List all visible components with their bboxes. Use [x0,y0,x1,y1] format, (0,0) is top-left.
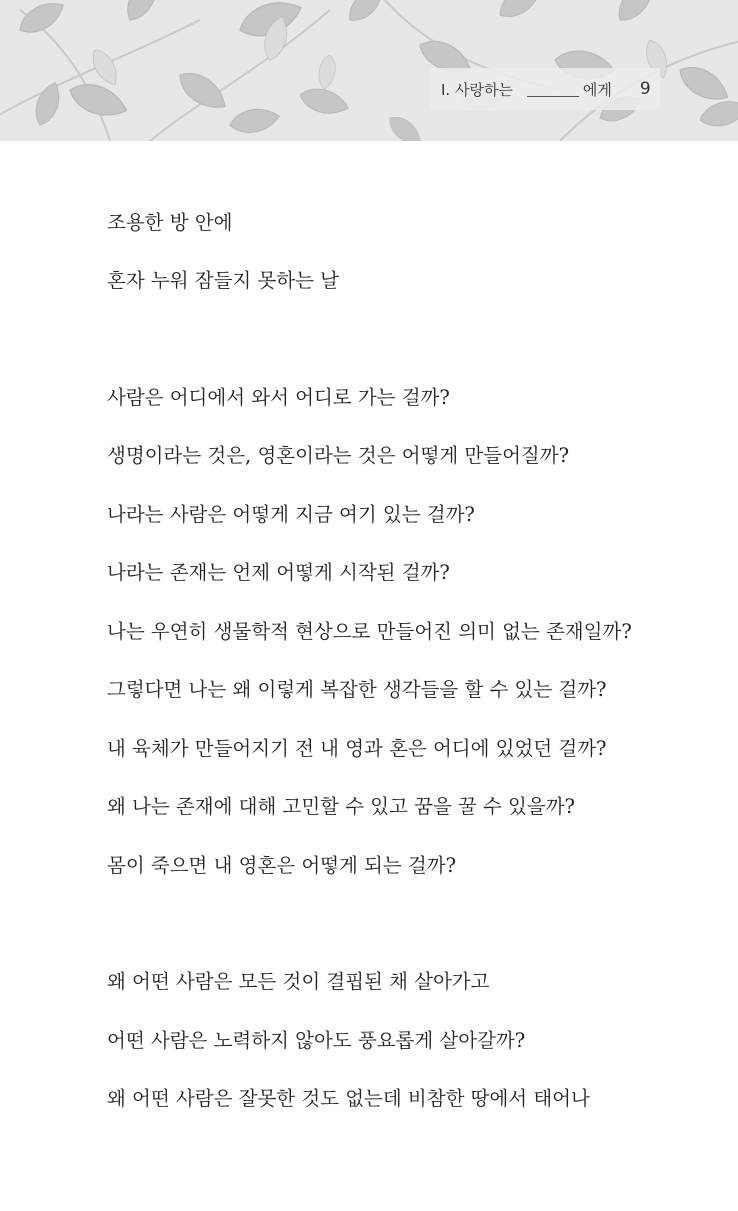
chapter-label: I. 사랑하는 [441,80,513,99]
blank-underline [527,82,579,97]
poem-line: 왜 나는 존재에 대해 고민할 수 있고 꿈을 꿀 수 있을까? [107,795,576,818]
poem-line: 나라는 사람은 어떻게 지금 여기 있는 걸까? [107,503,475,526]
poem-line: 어떤 사람은 노력하지 않아도 풍요롭게 살아갈까? [107,1029,526,1052]
poem-line: 혼자 누워 잠들지 못하는 날 [107,269,340,292]
running-head [441,78,651,100]
poem-line: 조용한 방 안에 [107,211,233,234]
poem-line: 몸이 죽으면 내 영혼은 어떻게 되는 걸까? [107,854,457,877]
blank-suffix: 에게 [582,80,612,99]
poem-line: 생명이라는 것은, 영혼이라는 것은 어떻게 만들어질까? [107,444,570,467]
poem-line: 나는 우연히 생물학적 현상으로 만들어진 의미 없는 존재일까? [107,620,632,643]
poem-line: 사람은 어디에서 와서 어디로 가는 걸까? [107,386,450,409]
poem-line: 그렇다면 나는 왜 이렇게 복잡한 생각들을 할 수 있는 걸까? [107,678,607,701]
poem-line: 내 육체가 만들어지기 전 내 영과 혼은 어디에 있었던 걸까? [107,737,607,760]
header-leaf-banner [0,0,738,141]
poem-line: 왜 어떤 사람은 잘못한 것도 없는데 비참한 땅에서 태어나 [107,1087,590,1110]
page-number: 9 [639,79,651,99]
leaf-pattern-icon [0,0,738,141]
poem-line: 왜 어떤 사람은 모든 것이 결핍된 채 살아가고 [107,970,490,993]
poem-line: 나라는 존재는 언제 어떻게 시작된 걸까? [107,561,450,584]
